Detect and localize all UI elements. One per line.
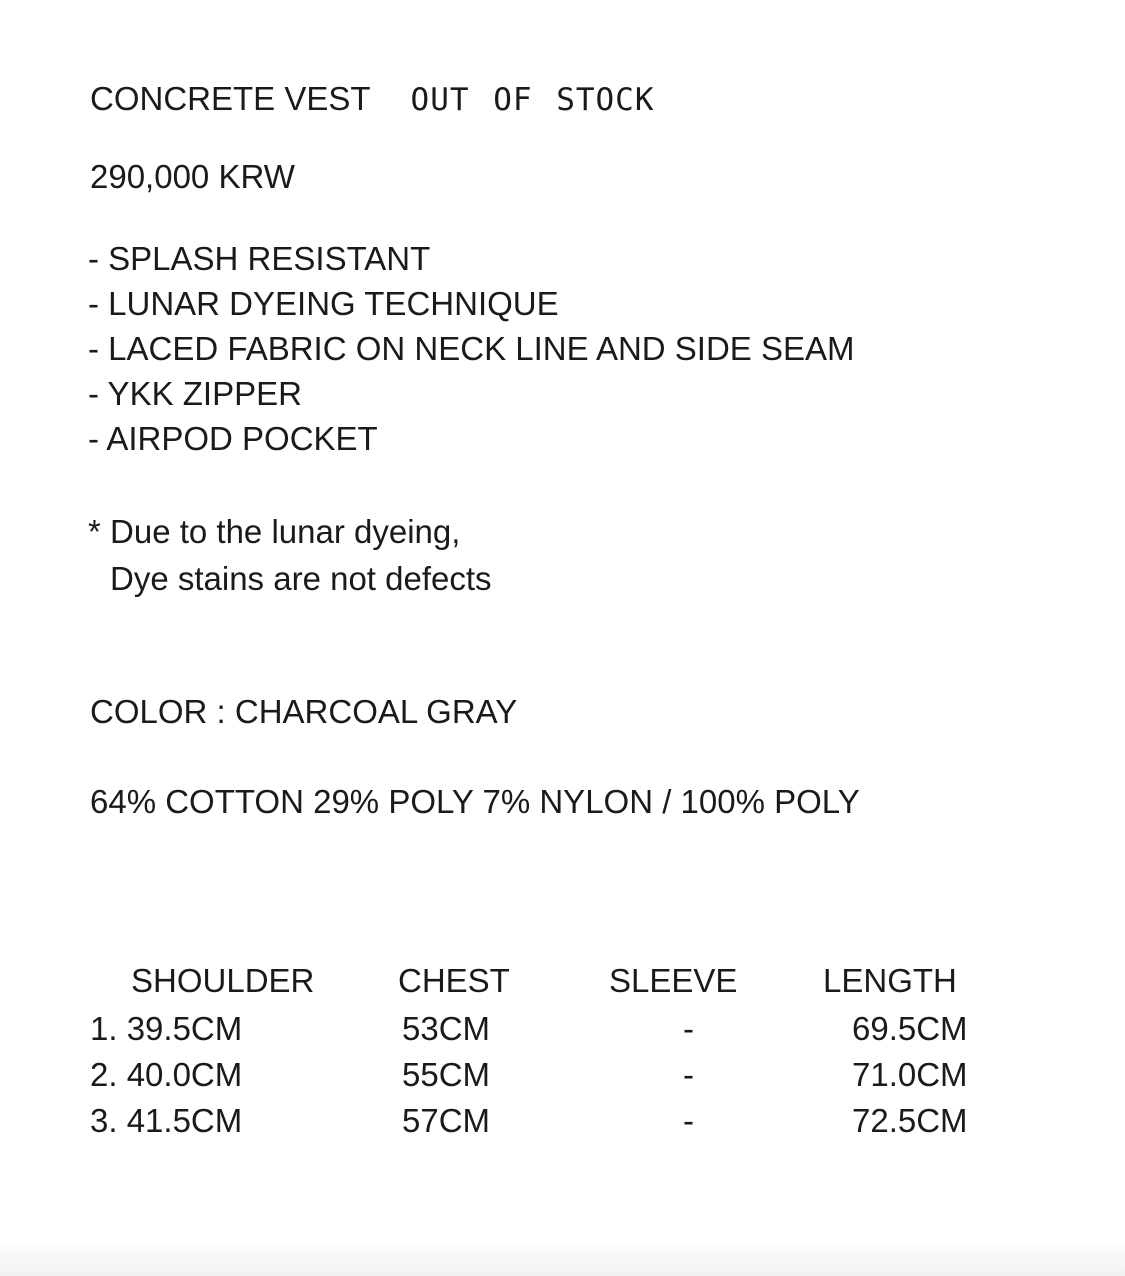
dye-note-line-2: Dye stains are not defects xyxy=(110,560,492,597)
size-header-length: LENGTH xyxy=(823,962,957,999)
color-info: COLOR : CHARCOAL GRAY xyxy=(90,693,518,730)
size-row-3-shoulder: 3. 41.5CM xyxy=(90,1102,243,1139)
size-row-3-chest: 57CM xyxy=(402,1102,491,1139)
product-name: CONCRETE VEST xyxy=(90,80,371,117)
size-row-1-shoulder: 1. 39.5CM xyxy=(90,1010,243,1047)
feature-item: - AIRPOD POCKET xyxy=(88,420,378,457)
size-row-1-sleeve: - xyxy=(683,1010,694,1047)
feature-list xyxy=(88,236,855,461)
size-row-3-sleeve: - xyxy=(683,1102,694,1139)
size-row-2-chest: 55CM xyxy=(402,1056,491,1093)
feature-item: - LACED FABRIC ON NECK LINE AND SIDE SEAM xyxy=(88,330,855,367)
bottom-fade xyxy=(0,1240,1125,1276)
size-row-1-chest: 53CM xyxy=(402,1010,491,1047)
product-price: 290,000 KRW xyxy=(90,158,295,195)
size-row-1-length: 69.5CM xyxy=(852,1010,968,1047)
fabric-composition: 64% COTTON 29% POLY 7% NYLON / 100% POLY xyxy=(90,783,860,820)
size-header-chest: CHEST xyxy=(398,962,510,999)
size-row-2-sleeve: - xyxy=(683,1056,694,1093)
size-row-2-length: 71.0CM xyxy=(852,1056,968,1093)
feature-item: - SPLASH RESISTANT xyxy=(88,240,431,277)
size-header-sleeve: SLEEVE xyxy=(609,962,738,999)
feature-item: - YKK ZIPPER xyxy=(88,375,302,412)
stock-status: OUT OF STOCK xyxy=(410,82,655,118)
size-row-2-shoulder: 2. 40.0CM xyxy=(90,1056,243,1093)
title-row xyxy=(90,80,655,118)
size-header-shoulder: SHOULDER xyxy=(131,962,315,999)
dye-note xyxy=(88,508,492,602)
feature-item: - LUNAR DYEING TECHNIQUE xyxy=(88,285,559,322)
dye-note-line-1: * Due to the lunar dyeing, xyxy=(88,513,461,550)
size-row-3-length: 72.5CM xyxy=(852,1102,968,1139)
